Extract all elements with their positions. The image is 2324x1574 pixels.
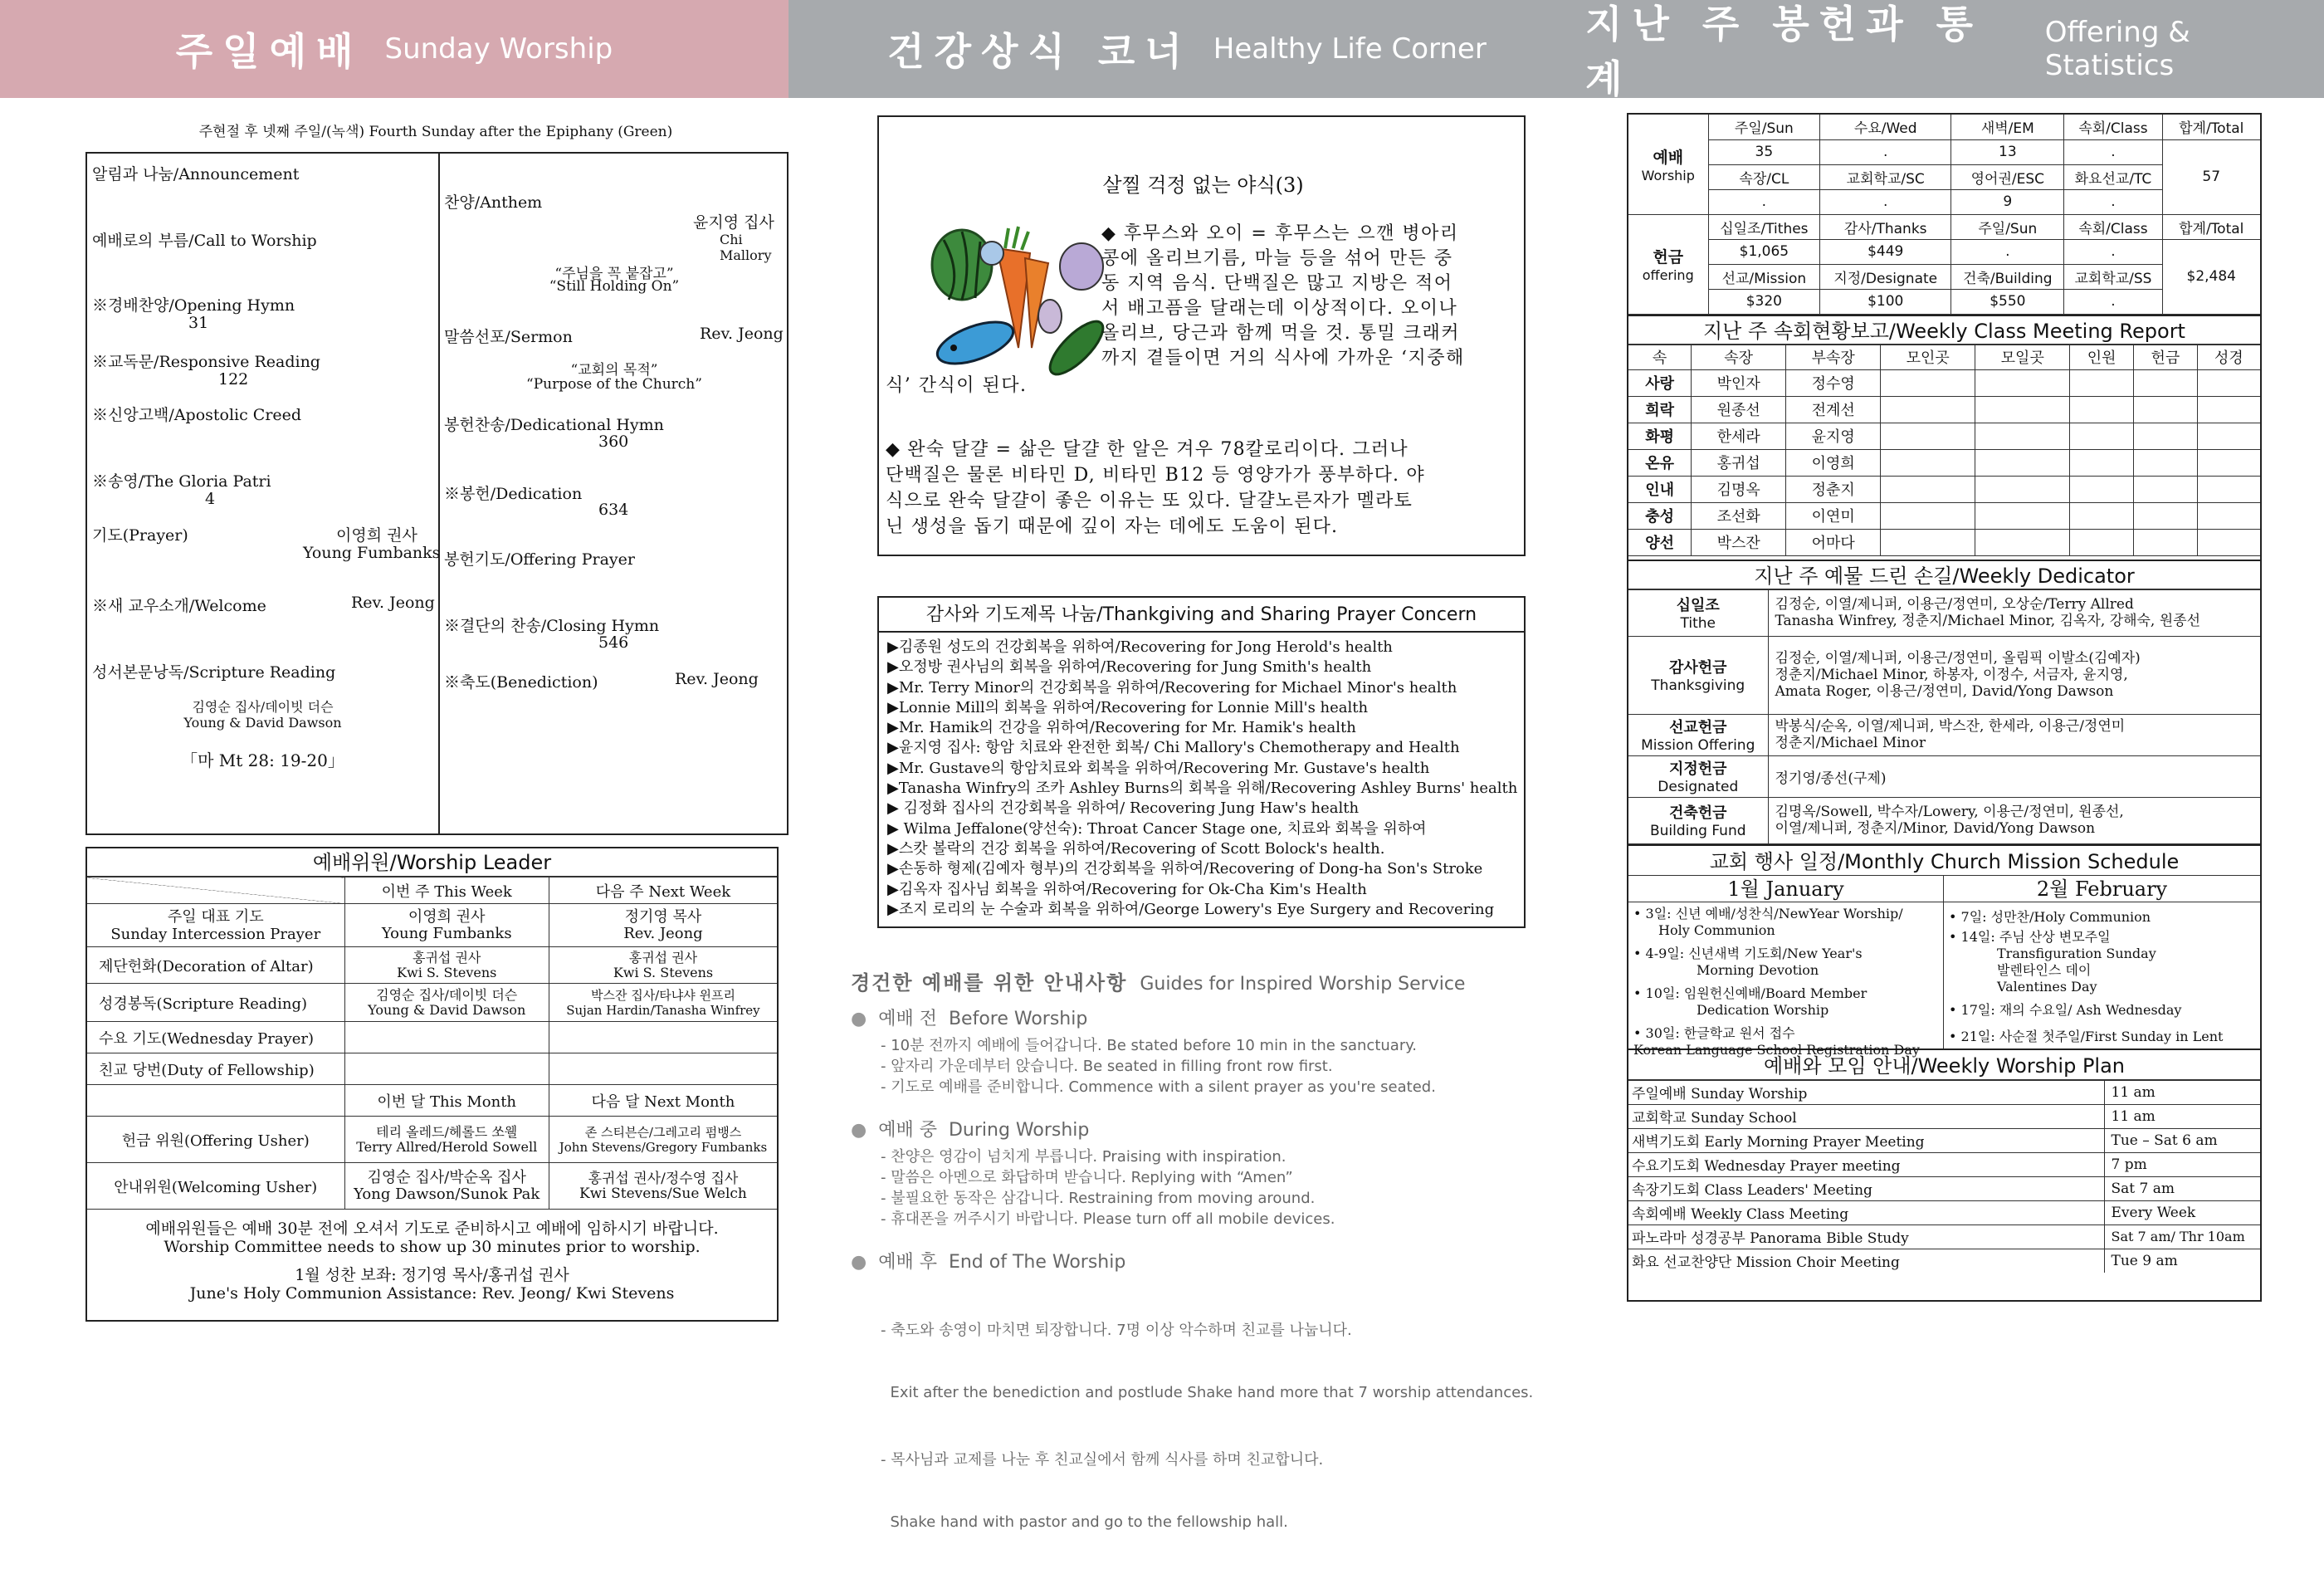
onion-icon xyxy=(980,242,1003,265)
february-header: 2월 February xyxy=(1944,876,2260,902)
benediction-by: Rev. Jeong xyxy=(675,670,759,688)
guide-line: - 휴대폰을 꺼주시기 바랍니다. Please turn off all mobile devices. xyxy=(881,1210,1335,1228)
worship-leader-title: 예배위원/Worship Leader xyxy=(87,848,777,877)
table-row: 선교헌금 Mission Offering 박봉식/순옥, 이열/제니퍼, 박스잔, 한세라, 이용근/정연미 정춘지/Michael Minor xyxy=(1628,714,2260,755)
closing-hymn-label: ※결단의 찬송/Closing Hymn xyxy=(444,617,660,635)
dedicational-hymn-label: 봉헌찬송/Dedicational Hymn xyxy=(444,416,664,434)
table-row: 감사헌금 Thanksgiving 김정순, 이열/제니퍼, 이용근/정연미, 올림픽 이발소(김예자) 정춘지/Michael Minor, 하봉자, 이정수, 서금자, 윤지영, Amata Roger, 이용근/정연미, David/Yong Dawson xyxy=(1628,636,2260,714)
table-row: 속장기도회 Class Leaders' Meeting Sat 7 am xyxy=(1628,1176,2260,1200)
table-row: 수요기도회 Wednesday Prayer meeting 7 pm xyxy=(1628,1152,2260,1176)
table-row: 희락 원종선 전계선 xyxy=(1628,396,2260,423)
anthem-singer-en: Chi Mallory xyxy=(720,232,772,263)
sermon-by: Rev. Jeong xyxy=(700,325,784,343)
worship-subtitle: 주현절 후 넷째 주일/(녹색) Fourth Sunday after the Epiphany (Green) xyxy=(198,124,673,140)
vegetables-illustration xyxy=(925,223,1108,396)
end-en: End of The Worship xyxy=(948,1252,1126,1273)
row-label: 안내위원(Welcoming Usher) xyxy=(87,1163,344,1210)
header-health xyxy=(788,0,1585,98)
cell: Kwi S. Stevens xyxy=(397,964,497,980)
watermelon-icon xyxy=(932,230,992,300)
schedule-body xyxy=(1628,876,2260,1058)
prayer-item: ▶조지 로리의 눈 수술과 회복을 위하여/George Lowery's Eye Surgery and Recovering xyxy=(887,900,1495,918)
table-row: 온유 홍귀섭 이영희 xyxy=(1628,449,2260,476)
class-col: 모인곳 xyxy=(1881,345,1975,369)
cell: Terry Allred/Herold Sowell xyxy=(356,1138,538,1155)
text-line: 서 배고픔을 달래는데 이상적이다. 오이나 xyxy=(1101,298,1458,319)
prayer-item: ▶ Wilma Jeffalone(양선숙): Throat Cancer Stage one, 치료와 회복을 위하여 xyxy=(887,819,1427,838)
cell: . xyxy=(1951,239,2064,264)
communion-ko: 1월 성찬 보좌: 정기영 목사/홍귀섭 권사 xyxy=(295,1266,569,1284)
gloria-patri-number: 4 xyxy=(205,490,216,508)
guide-line: - 앞자리 가운데부터 앉습니다. Be seated in filling front row first. xyxy=(881,1058,1333,1075)
header-worship xyxy=(0,0,788,98)
during-ko: 예배 중 xyxy=(878,1120,937,1141)
text-line: 콩에 올리브기름, 마늘 등을 섞어 만든 중 xyxy=(1101,248,1453,269)
prayer-concern-title: 감사와 기도제목 나눔/Thankgiving and Sharing Prayer Concern xyxy=(879,598,1524,633)
offering-label: 헌금 offering xyxy=(1628,214,1708,314)
class-col: 헌금 xyxy=(2134,345,2198,369)
prayer-label: 기도(Prayer) xyxy=(92,526,188,545)
cell: . xyxy=(1708,189,1820,214)
leader-note-ko: 예배위원들은 예배 30분 전에 오셔서 기도로 준비하시고 예배에 임하시기 바랍니다. xyxy=(145,1220,719,1238)
table-row xyxy=(87,1163,777,1210)
before-en: Before Worship xyxy=(948,1009,1088,1029)
text-line: 올리브, 당근과 함께 먹을 것. 통밀 크래커 xyxy=(1101,323,1460,344)
text-line: 식으로 완숙 달걀이 좋은 이유는 또 있다. 달걀노른자가 멜라토 xyxy=(886,491,1413,511)
header-health-en: Healthy Life Corner xyxy=(1213,32,1487,66)
welcome-by: Rev. Jeong xyxy=(351,594,435,612)
cell: 건축/Building xyxy=(1951,264,2064,289)
table-row: 화요 선교찬양단 Mission Choir Meeting Tue 9 am xyxy=(1628,1249,2260,1273)
cell: 영어권/ESC xyxy=(1951,164,2064,189)
cell: 홍귀섭 권사 xyxy=(413,949,481,965)
class-col: 인원 xyxy=(2070,345,2134,369)
dedication-number: 634 xyxy=(598,501,629,519)
table-row: 파노라마 성경공부 Panorama Bible Study Sat 7 am/ Thr 10am xyxy=(1628,1224,2260,1249)
table-row: 충성 조선화 이연미 xyxy=(1628,502,2260,529)
before-ko: 예배 전 xyxy=(878,1009,937,1029)
responsive-reading-label: ※교독문/Responsive Reading xyxy=(92,353,320,371)
schedule-item: • 7일: 성만찬/Holy Communion xyxy=(1949,908,2151,925)
this-week-header: 이번 주 This Week xyxy=(344,877,549,904)
prayer-concern-box xyxy=(877,596,1526,928)
text-line: ◆ 완숙 달걀 = 삶은 달걀 한 알은 겨우 78칼로리이다. 그러나 xyxy=(886,439,1409,460)
cabbage-icon xyxy=(1060,243,1103,290)
guide-line: - 기도로 예배를 준비합니다. Commence with a silent prayer as you're seated. xyxy=(881,1078,1436,1096)
cell: Rev. Jeong xyxy=(623,924,703,942)
fish-icon xyxy=(932,314,1018,372)
call-to-worship-label: 예배로의 부름/Call to Worship xyxy=(92,232,317,250)
cell: . xyxy=(2064,189,2162,214)
worship-leader-box xyxy=(85,847,779,1322)
prayer-item: ▶윤지영 집사: 항암 치료와 완전한 회복/ Chi Mallory's Chemotherapy and Health xyxy=(887,739,1460,757)
anthem-title-ko: “주님을 꼭 붙잡고” xyxy=(554,266,674,282)
attendance-total: 57 xyxy=(2162,139,2260,214)
cell: 김영순 집사/데이빗 더슨 xyxy=(376,986,518,1003)
scripture-reader-ko: 김영순 집사/데이빗 더슨 xyxy=(192,699,334,715)
closing-hymn-number: 546 xyxy=(598,633,629,652)
table-row xyxy=(87,947,777,984)
schedule-february xyxy=(1944,876,2260,1049)
cell: $550 xyxy=(1951,289,2064,314)
header-offering-en: Offering & Statistics xyxy=(2044,16,2190,82)
worship-leader-table xyxy=(87,877,777,1210)
table-row: 지정헌금 Designated 정기영/종선(구제) xyxy=(1628,755,2260,797)
cell: 홍귀섭 권사 xyxy=(628,949,698,965)
cell: . xyxy=(2064,139,2162,164)
opening-hymn-label: ※경배찬양/Opening Hymn xyxy=(92,296,295,315)
cell: Sujan Hardin/Tanasha Winfrey xyxy=(566,1002,760,1018)
text-line: ◆ 후무스와 오이 = 후무스는 으깬 병아리 xyxy=(1101,223,1459,244)
schedule-item: • 3일: 신년 예배/성찬식/NewYear Worship/ Holy Communion xyxy=(1633,905,1903,938)
row-label: 수요 기도(Wednesday Prayer) xyxy=(87,1022,344,1053)
cell: 박스잔 집사/타냐샤 윈프리 xyxy=(590,987,735,1003)
guide-end xyxy=(851,1248,1533,1574)
table-row: 건축헌금 Building Fund 김명옥/Sowell, 박수자/Lowery, 이용근/정연미, 원종선, 이열/제니퍼, 정춘지/Minor, David/Yong Dawson xyxy=(1628,797,2260,843)
guides-title-ko: 경건한 예배를 위한 안내사항 xyxy=(851,971,1128,995)
this-month-header: 이번 달 This Month xyxy=(344,1085,549,1117)
schedule-item: • 17일: 재의 수요일/ Ash Wednesday xyxy=(1949,1001,2182,1018)
table-row: 새벽기도회 Early Morning Prayer Meeting Tue – Sat 6 am xyxy=(1628,1128,2260,1152)
next-month-header: 다음 달 Next Month xyxy=(549,1085,777,1117)
leader-note-en: Worship Committee needs to show up 30 minutes prior to worship. xyxy=(164,1238,701,1256)
during-en: During Worship xyxy=(948,1120,1090,1141)
cell: 합계/Total xyxy=(2162,214,2260,239)
guide-line: - 10분 전까지 예배에 들어갑니다. Be stated before 10 min in the sanctuary. xyxy=(881,1037,1418,1054)
prayer-item: ▶Mr. Hamik의 건강을 위하여/Recovering for Mr. Hamik's health xyxy=(887,719,1356,737)
prayer-item: ▶김옥자 집사님 회복을 위하여/Recovering for Ok-Cha Kim's Health xyxy=(887,880,1367,898)
prayer-item: ▶Mr. Terry Minor의 건강회복을 위하여/Recovering for Michael Minor's health xyxy=(887,678,1457,697)
attendance-offering-table xyxy=(1628,115,2260,315)
cell: 화요선교/TC xyxy=(2064,164,2162,189)
bullet-icon: ● xyxy=(851,1252,867,1273)
class-col: 부속장 xyxy=(1786,345,1881,369)
cell: $1,065 xyxy=(1708,239,1820,264)
plan-title: 예배와 모임 안내/Weekly Worship Plan xyxy=(1628,1049,2260,1080)
cell: Young & David Dawson xyxy=(368,1001,526,1018)
cell: . xyxy=(2064,289,2162,314)
cell: Yong Dawson/Sunok Pak xyxy=(354,1185,540,1203)
table-row: 화평 한세라 윤지영 xyxy=(1628,423,2260,449)
schedule-title: 교회 행사 일정/Monthly Church Mission Schedule xyxy=(1628,844,2260,876)
prayer-item: ▶Lonnie Mill의 회복을 위하여/Recovering for Lonnie Mill's health xyxy=(887,698,1369,716)
table-row xyxy=(87,904,777,947)
text-line: 닌 생성을 돕기 때문에 깊이 자는 데에도 도움이 된다. xyxy=(886,516,1339,537)
apostolic-creed-label: ※신앙고백/Apostolic Creed xyxy=(92,406,302,424)
next-week-header: 다음 주 Next Week xyxy=(549,877,777,904)
communion-en: June's Holy Communion Assistance: Rev. Jeong/ Kwi Stevens xyxy=(189,1284,675,1303)
health-article-title: 살찔 걱정 없는 야식(3) xyxy=(1102,174,1304,197)
cell: . xyxy=(1820,189,1951,214)
cell: 속장/CL xyxy=(1708,164,1820,189)
bullet-icon: ● xyxy=(851,1009,867,1029)
schedule-item: • 4-9일: 신년새벽 기도회/New Year's Morning Devotion xyxy=(1633,945,1863,978)
dedicator-title: 지난 주 예물 드린 손길/Weekly Dedicator xyxy=(1628,560,2260,589)
cell: 교회학교/SC xyxy=(1820,164,1951,189)
class-col: 성경 xyxy=(2197,345,2260,369)
cell: . xyxy=(1820,139,1951,164)
health-article-box xyxy=(877,115,1526,556)
prayer-item: ▶김종원 성도의 건강회복을 위하여/Recovering for Jong Herold's health xyxy=(887,638,1393,656)
dedicational-hymn-number: 360 xyxy=(598,433,629,451)
class-report-title: 지난 주 속회현황보고/Weekly Class Meeting Report xyxy=(1628,315,2260,345)
prayer-item: ▶ 김정화 집사의 건강회복을 위하여/ Recovering Jung Haw's health xyxy=(887,799,1360,818)
guide-line: - 찬양은 영감이 넘치게 부릅니다. Praising with inspiration. xyxy=(881,1148,1286,1166)
responsive-reading-number: 122 xyxy=(218,370,249,389)
guide-line: - 불필요한 동작은 삼갑니다. Restraining from moving around. xyxy=(881,1190,1316,1207)
cell: 존 스티븐슨/그레고리 펌뱅스 xyxy=(584,1124,742,1140)
table-row: 십일조 Tithe 김정순, 이열/제니퍼, 이용근/정연미, 오상순/Terry Allred Tanasha Winfrey, 정춘지/Michael Minor, 김옥자, 강해숙, 원종선 xyxy=(1628,589,2260,636)
cell: $320 xyxy=(1708,289,1820,314)
prayer-item: ▶손동하 형제(김예자 형부)의 건강회복을 위하여/Recovering of Dong-ha Son's Stroke xyxy=(887,860,1483,878)
cell: 교회학교/SS xyxy=(2064,264,2162,289)
cell: 이영희 권사 xyxy=(408,907,486,926)
text-line: 식’ 간식이 된다. xyxy=(886,375,1028,396)
guides-title-en: Guides for Inspired Worship Service xyxy=(1140,974,1466,995)
table-row: 양선 박스잔 어마다 xyxy=(1628,529,2260,555)
cell: 합계/Total xyxy=(2162,115,2260,139)
table-row xyxy=(87,1117,777,1163)
row-label: 친교 당번(Duty of Fellowship) xyxy=(87,1053,344,1085)
garlic-icon xyxy=(1038,300,1062,333)
guide-line: Shake hand with pastor and go to the fellowship hall. xyxy=(881,1513,1288,1531)
row-label-en: Sunday Intercession Prayer xyxy=(110,925,321,943)
class-col: 모일곳 xyxy=(1975,345,2070,369)
sermon-title-ko: “교회의 목적” xyxy=(570,362,658,379)
text-line: 동 지역 음식. 단백질은 많고 지방은 적어 xyxy=(1101,273,1453,294)
row-label: 제단헌화(Decoration of Altar) xyxy=(87,947,344,984)
bullet-icon: ● xyxy=(851,1120,867,1141)
table-row xyxy=(87,984,777,1022)
order-divider xyxy=(438,154,440,834)
row-label-ko: 주일 대표 기도 xyxy=(167,907,264,926)
cell: 35 xyxy=(1708,139,1820,164)
opening-hymn-number: 31 xyxy=(188,314,209,332)
cell: Young Fumbanks xyxy=(381,924,512,942)
cell: 9 xyxy=(1951,189,2064,214)
end-ko: 예배 후 xyxy=(878,1252,937,1273)
table-row: 교회학교 Sunday School 11 am xyxy=(1628,1104,2260,1128)
schedule-january xyxy=(1628,876,1944,1058)
header-offering xyxy=(1585,0,2324,101)
header-health-ko: 건강상식 코너 xyxy=(887,29,1192,74)
january-header: 1월 January xyxy=(1628,876,1943,902)
benediction-label: ※축도(Benediction) xyxy=(444,673,598,692)
cell: 지정/Designate xyxy=(1820,264,1951,289)
table-row xyxy=(87,1053,777,1085)
header-worship-en: Sunday Worship xyxy=(384,32,613,66)
guide-line: - 목사님과 교제를 나눈 후 친교실에서 함께 식사를 하며 친교합니다. xyxy=(881,1451,1324,1469)
cell: 주일/Sun xyxy=(1708,115,1820,139)
anthem-label: 찬양/Anthem xyxy=(444,193,543,212)
leader-note xyxy=(87,1220,777,1303)
anthem-title-en: “Still Holding On” xyxy=(549,278,680,295)
cell: John Stevens/Gregory Fumbanks xyxy=(559,1139,768,1155)
health-para-1 xyxy=(1101,222,1465,371)
guide-line: Exit after the benediction and postlude Shake hand more that 7 worship attendances. xyxy=(881,1384,1534,1401)
attendance-label: 예배 Worship xyxy=(1628,115,1708,214)
guide-line: - 축도와 송영이 마치면 퇴장합니다. 7명 이상 악수하며 친교를 나눕니다. xyxy=(881,1322,1352,1339)
table-row xyxy=(87,1022,777,1053)
schedule-item: • 14일: 주님 산상 변모주일 Transfiguration Sunday 발렌타인스 데이 Valentines Day xyxy=(1949,928,2156,995)
prayer-item: ▶Tanasha Winfry의 조카 Ashley Burns의 회복을 위해/Recovering Ashley Burns' health xyxy=(887,780,1518,798)
prayer-item: ▶스캇 볼락의 건강 회복을 위하여/Recovering of Scott Bolock's health. xyxy=(887,839,1385,858)
schedule-item: • 10일: 임원헌신예배/Board Member Dedication Worship xyxy=(1633,985,1868,1018)
guide-before xyxy=(851,1005,1436,1097)
prayer-leader-en: Young Fumbanks xyxy=(303,544,441,562)
cell: 정기영 목사 xyxy=(624,907,702,926)
prayer-item: ▶Mr. Gustave의 항암치료와 회복을 위하여/Recovering Mr. Gustave's health xyxy=(887,759,1430,777)
class-col: 속 xyxy=(1628,345,1692,369)
scripture-reading-label: 성서본문낭독/Scripture Reading xyxy=(92,663,336,682)
table-row: 속회예배 Weekly Class Meeting Every Week xyxy=(1628,1200,2260,1224)
stats-box xyxy=(1627,113,2262,1302)
table-row: 사랑 박인자 정수영 xyxy=(1628,369,2260,396)
cell: 선교/Mission xyxy=(1708,264,1820,289)
class-report-table xyxy=(1628,345,2260,556)
cell: 수요/Wed xyxy=(1820,115,1951,139)
prayer-list xyxy=(879,633,1524,920)
diag-cell xyxy=(87,877,344,904)
cell: 테리 올레드/헤롤드 쏘웰 xyxy=(376,1123,518,1140)
cell: 속회/Class xyxy=(2064,115,2162,139)
gloria-patri-label: ※송영/The Gloria Patri xyxy=(92,472,271,491)
offering-total: $2,484 xyxy=(2162,239,2260,314)
table-row: 주일예배 Sunday Worship 11 am xyxy=(1628,1080,2260,1104)
scripture-verse: 「마 Mt 28: 19-20」 xyxy=(181,750,344,770)
prayer-leader-ko: 이영희 권사 xyxy=(336,526,417,545)
prayer-item: ▶오정방 권사님의 회복을 위하여/Recovering for Jung Smith's health xyxy=(887,658,1372,677)
cell: $100 xyxy=(1820,289,1951,314)
row-label: 성경봉독(Scripture Reading) xyxy=(87,984,344,1022)
sermon-title-en: “Purpose of the Church” xyxy=(526,376,702,393)
cell: $449 xyxy=(1820,239,1951,264)
guide-line: - 말씀은 아멘으로 화답하며 받습니다. Replying with “Amen” xyxy=(881,1169,1293,1186)
announcement-label: 알림과 나눔/Announcement xyxy=(92,165,300,183)
cell: 감사/Thanks xyxy=(1820,214,1951,239)
order-of-worship xyxy=(85,152,788,835)
header-worship-ko: 주일예배 xyxy=(175,29,364,74)
schedule-item: • 21일: 사순절 첫주일/First Sunday in Lent xyxy=(1949,1028,2224,1044)
text-line: 까지 곁들이면 거의 식사에 가까운 ‘지중해 xyxy=(1101,348,1465,369)
cell: . xyxy=(2064,239,2162,264)
cell: 십일조/Tithes xyxy=(1708,214,1820,239)
cell: 김영순 집사/박순옥 집사 xyxy=(367,1168,526,1186)
health-para-2 xyxy=(886,437,1425,540)
offering-prayer-label: 봉헌기도/Offering Prayer xyxy=(444,550,635,569)
cell: 새벽/EM xyxy=(1951,115,2064,139)
plan-table xyxy=(1628,1080,2260,1273)
guide-during xyxy=(851,1116,1335,1229)
cell: Kwi S. Stevens xyxy=(613,964,714,980)
text-line: 단백질은 물론 비타민 D, 비타민 B12 등 영양가가 풍부하다. 야 xyxy=(886,465,1425,486)
table-row: 인내 김명옥 정춘지 xyxy=(1628,476,2260,502)
cell: 속회/Class xyxy=(2064,214,2162,239)
cell: 홍귀섭 권사/정수영 집사 xyxy=(588,1170,739,1187)
header-offering-ko: 지난 주 봉헌과 통계 xyxy=(1585,2,1984,101)
dedicator-table xyxy=(1628,589,2260,844)
cell: Kwi Stevens/Sue Welch xyxy=(579,1185,747,1202)
guides-title xyxy=(851,966,1465,995)
welcome-label: ※새 교우소개/Welcome xyxy=(92,597,266,615)
anthem-singer-ko: 윤지영 집사 xyxy=(693,213,774,232)
cell: 주일/Sun xyxy=(1951,214,2064,239)
scripture-reader-en: Young & David Dawson xyxy=(183,715,342,731)
schedule-item: • 30일: 한글학교 원서 접수 Korean Language School Registration Day xyxy=(1633,1024,1920,1058)
row-label: 헌금 위원(Offering Usher) xyxy=(87,1117,344,1163)
cell: 13 xyxy=(1951,139,2064,164)
dedication-label: ※봉헌/Dedication xyxy=(444,485,583,503)
class-col: 속장 xyxy=(1692,345,1786,369)
sermon-label: 말씀선포/Sermon xyxy=(444,328,573,346)
